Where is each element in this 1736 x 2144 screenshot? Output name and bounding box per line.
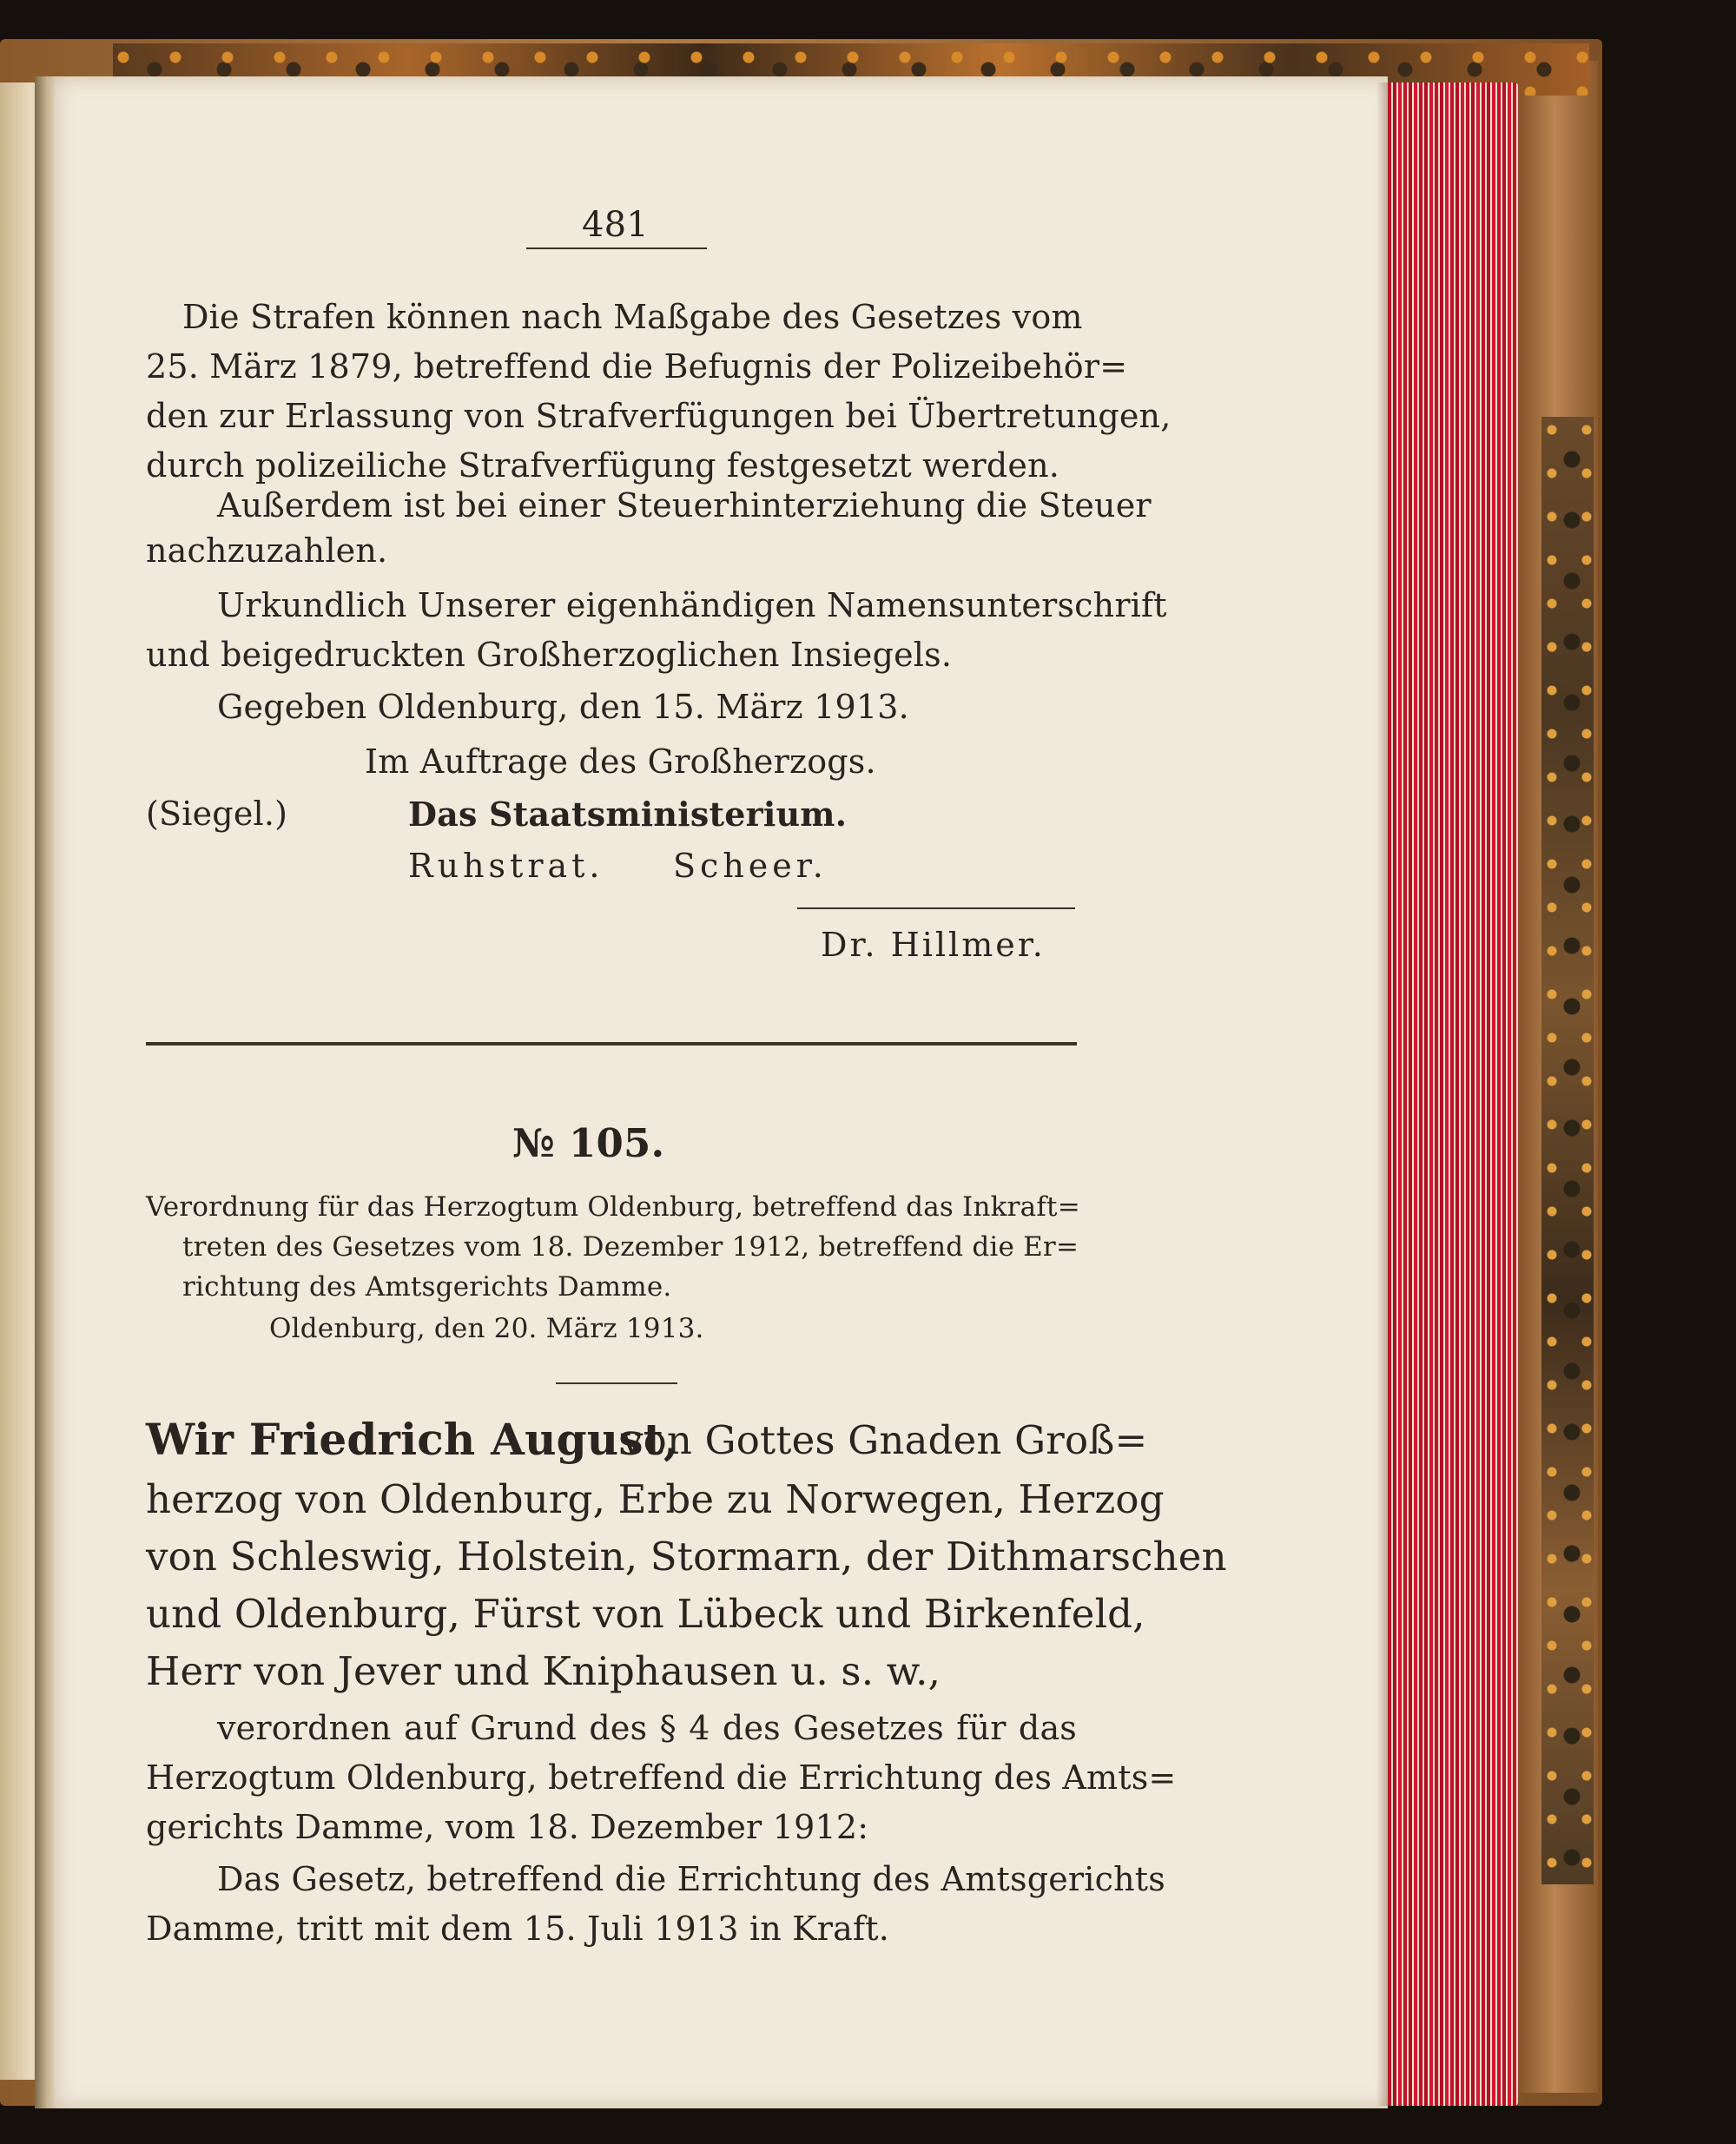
signatory-ruhstrat: Ruhstrat. bbox=[408, 847, 604, 885]
penalty-line-4: durch polizeiliche Strafverfügung festgesetzt werden. bbox=[146, 446, 1060, 485]
page-number: 481 bbox=[582, 205, 649, 245]
red-page-edges bbox=[1388, 82, 1518, 2106]
on-behalf: Im Auftrage des Großherzogs. bbox=[365, 742, 876, 781]
section-separator bbox=[146, 1042, 1077, 1046]
article-line-1: Das Gesetz, betreffend die Errichtung des Amtsgerichts bbox=[217, 1860, 1165, 1898]
tax-line-1: Außerdem ist bei einer Steuerhinterziehung die Steuer bbox=[217, 486, 1152, 524]
attestation-line-1: Urkundlich Unserer eigenhändigen Namensunterschrift bbox=[217, 586, 1167, 624]
article-line-2: Damme, tritt mit dem 15. Juli 1913 in Kraft. bbox=[146, 1910, 890, 1948]
penalty-line-2: 25. März 1879, betreffend die Befugnis der Polizeibehör= bbox=[146, 347, 1128, 386]
decree-line-2: Herzogtum Oldenburg, betreffend die Errichtung des Amts= bbox=[146, 1758, 1177, 1797]
preamble-line-3: von Schleswig, Holstein, Stormarn, der Dithmarschen bbox=[146, 1534, 1227, 1580]
attestation-line-2: und beigedruckten Großherzoglichen Insiegels. bbox=[146, 636, 953, 674]
decree-line-1: verordnen auf Grund des § 4 des Gesetzes für das bbox=[217, 1709, 1077, 1747]
page-gutter bbox=[35, 76, 56, 2108]
preamble-opening: Wir Friedrich August, bbox=[146, 1414, 679, 1465]
page-number-rule bbox=[526, 247, 707, 249]
ordinance-date: Oldenburg, den 20. März 1913. bbox=[269, 1313, 704, 1344]
ordinance-title-line-1: Verordnung für das Herzogtum Oldenburg, betreffend das Inkraft= bbox=[146, 1191, 1080, 1223]
seal-label: (Siegel.) bbox=[146, 795, 288, 833]
tax-line-2: nachzuzahlen. bbox=[146, 531, 388, 570]
signature-rule bbox=[797, 907, 1075, 909]
preamble-line-5: Herr von Jever und Kniphausen u. s. w., bbox=[146, 1648, 941, 1694]
ordinance-title-line-3: richtung des Amtsgerichts Damme. bbox=[182, 1271, 672, 1303]
ordinance-number: № 105. bbox=[512, 1120, 665, 1166]
signatory-hillmer: Dr. Hillmer. bbox=[821, 926, 1046, 964]
ministry: Das Staatsministerium. bbox=[408, 795, 848, 834]
decree-line-3: gerichts Damme, vom 18. Dezember 1912: bbox=[146, 1808, 869, 1846]
penalty-line-3: den zur Erlassung von Strafverfügungen bei Übertretungen, bbox=[146, 397, 1172, 435]
penalty-line-1: Die Strafen können nach Maßgabe des Gesetzes vom bbox=[182, 298, 1083, 336]
preamble-line-4: und Oldenburg, Fürst von Lübeck und Birkenfeld, bbox=[146, 1591, 1145, 1637]
preamble-line-1: von Gottes Gnaden Groß= bbox=[621, 1417, 1148, 1463]
given-at: Gegeben Oldenburg, den 15. März 1913. bbox=[217, 688, 909, 726]
marbled-board-right bbox=[1541, 417, 1594, 1884]
ordinance-date-rule bbox=[556, 1382, 677, 1384]
page-edge-shadow bbox=[1376, 82, 1389, 2106]
signatory-scheer: Scheer. bbox=[673, 847, 828, 885]
ordinance-title-line-2: treten des Gesetzes vom 18. Dezember 1912, betreffend die Er= bbox=[182, 1231, 1079, 1263]
preamble-line-2: herzog von Oldenburg, Erbe zu Norwegen, Herzog bbox=[146, 1476, 1165, 1522]
